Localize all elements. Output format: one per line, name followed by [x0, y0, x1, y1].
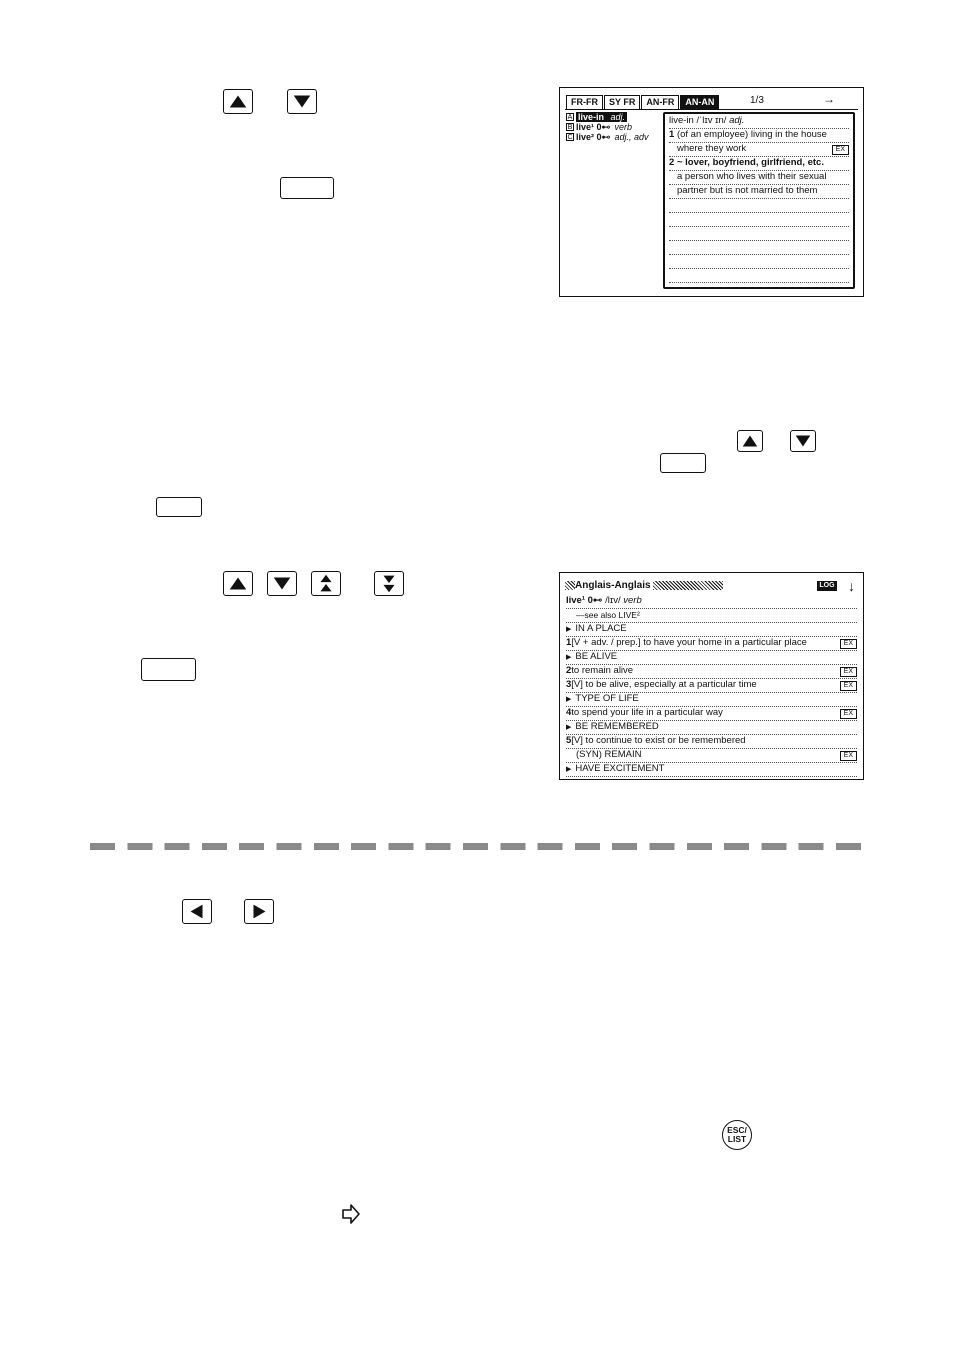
enter-key-icon	[156, 497, 202, 517]
section-heading: ▶ IN A PLACE	[566, 622, 857, 637]
sense-row: 4to spend your life in a particular way EX	[566, 706, 857, 721]
section-heading: ▶ TYPE OF LIFE	[566, 692, 857, 707]
up-arrow-key-icon	[223, 89, 253, 114]
sense-1: 1 (of an employee) living in the house	[669, 128, 849, 143]
sense-2-def-1: a person who lives with their sexual	[669, 170, 849, 185]
esc-list-key-icon: ESC/ LIST	[722, 1120, 752, 1150]
tab-an-fr[interactable]: AN-FR	[641, 95, 679, 109]
up-arrow-key-icon	[737, 430, 763, 452]
sense-row: 2to remain alive EX	[566, 664, 857, 679]
tab-fr-fr[interactable]: FR-FR	[566, 95, 603, 109]
list-item[interactable]: C live² 0⊷ adj., adv	[567, 131, 649, 142]
bullet-triangle-icon: ▶	[566, 724, 572, 731]
section-heading: ▶ BE ALIVE	[566, 650, 857, 665]
list-item[interactable]: A live-in adj.	[567, 112, 626, 122]
entry-header	[565, 580, 857, 594]
sense-row: 3[V] to be alive, especially at a particular time EX	[566, 678, 857, 693]
down-arrow-key-icon	[267, 571, 297, 596]
example-icon: EX	[832, 145, 849, 155]
sense-row: 1[V + adv. / prep.] to have your home in a particular place EX	[566, 636, 857, 651]
sense-2: 2 ~ lover, boyfriend, girlfriend, etc.	[669, 156, 849, 171]
right-arrow-icon: →	[823, 92, 835, 106]
down-arrow-key-icon	[790, 430, 816, 452]
page-indicator: 1/3	[750, 95, 764, 106]
dictionary-tabs	[566, 95, 720, 109]
tab-an-an[interactable]: AN-AN	[680, 95, 719, 109]
see-also: —see also LIVE²	[566, 608, 857, 623]
example-icon: EX	[840, 667, 857, 677]
up-arrow-key-icon	[223, 571, 253, 596]
enter-key-icon	[280, 177, 334, 199]
bullet-triangle-icon: ▶	[566, 626, 572, 633]
dictionary-title: Anglais-Anglais	[575, 580, 651, 591]
left-arrow-key-icon	[182, 899, 212, 924]
preview-headword: live-in /ˈlɪv ɪn/ adj.	[669, 114, 849, 129]
bullet-triangle-icon: ▶	[566, 654, 572, 661]
page-down-key-icon	[374, 571, 404, 596]
bullet-triangle-icon: ▶	[566, 766, 572, 773]
dictionary-screen-list	[559, 87, 864, 297]
section-heading: ▶ HAVE EXCITEMENT	[566, 762, 857, 777]
headword-list	[566, 112, 666, 142]
tab-sy-fr[interactable]: SY FR	[604, 95, 640, 109]
definition-preview	[663, 112, 855, 289]
sense-row: 5[V] to continue to exist or be remembered	[566, 734, 857, 749]
hollow-right-arrow-icon	[341, 1203, 361, 1225]
right-arrow-key-icon	[244, 899, 274, 924]
example-icon: EX	[840, 681, 857, 691]
dictionary-screen-entry	[559, 572, 864, 780]
section-heading: ▶ BE REMEMBERED	[566, 720, 857, 735]
sense-2-def-2: partner but is not married to them	[669, 184, 849, 199]
example-icon: EX	[840, 709, 857, 719]
down-arrow-key-icon	[287, 89, 317, 114]
enter-key-icon	[141, 658, 196, 681]
log-icon: LOG	[817, 581, 837, 591]
enter-key-icon	[660, 453, 706, 473]
example-icon: EX	[840, 639, 857, 649]
entry-headword: live¹ 0⊷ /lɪv/ verb	[566, 594, 857, 609]
down-arrow-icon: ↓	[848, 578, 855, 594]
example-icon: EX	[840, 751, 857, 761]
section-divider	[90, 843, 863, 850]
list-item[interactable]: B live¹ 0⊷ verb	[567, 121, 633, 132]
synonym-row: (SYN) REMAIN EX	[566, 748, 857, 763]
sense-1-cont: where they work EX	[669, 142, 849, 157]
page-up-key-icon	[311, 571, 341, 596]
bullet-triangle-icon: ▶	[566, 696, 572, 703]
